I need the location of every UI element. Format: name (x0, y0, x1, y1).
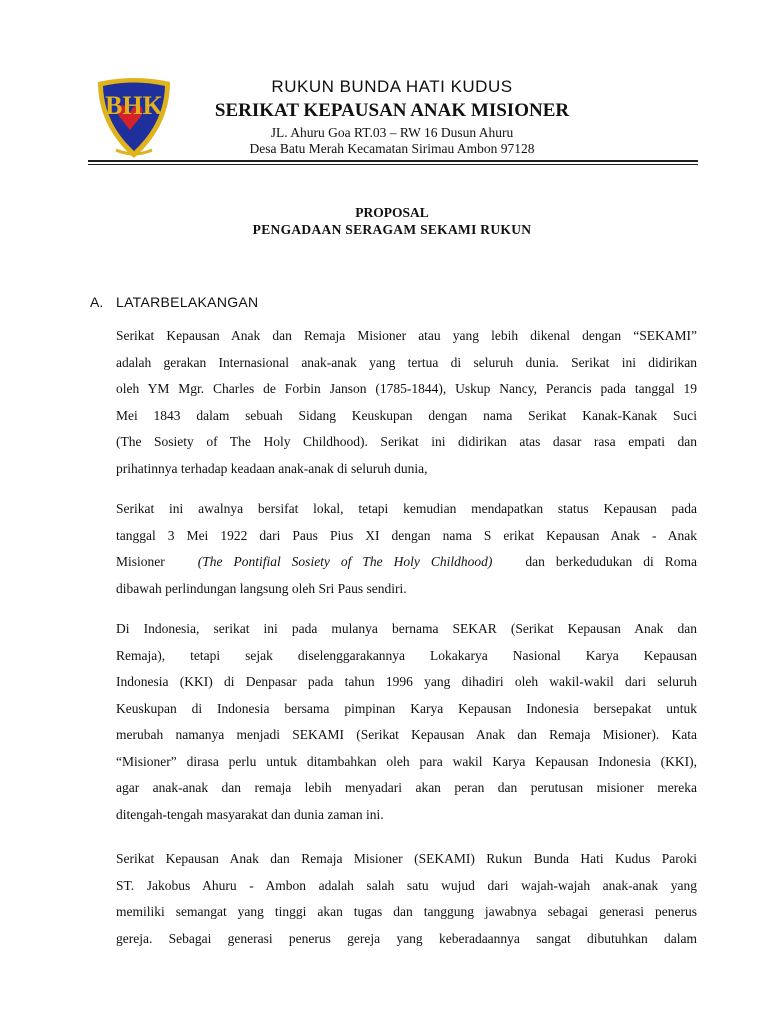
proposal-title: PROPOSAL (355, 205, 429, 220)
letterhead-divider (88, 160, 698, 162)
text-line: Mei 1843 dalam sebuah Sidang Keuskupan dengan nama Serikat Kanak-Kanak Suci (116, 407, 697, 423)
text-line: Indonesia (KKI) di Denpasar pada tahun 1996 yang dihadiri oleh wakil-wakil dari seluruh (116, 674, 697, 689)
paragraph-2 (116, 496, 697, 602)
proposal-subtitle: PENGADAAN SERAGAM SEKAMI RUKUN (252, 222, 532, 237)
text-line: Di Indonesia, serikat ini pada mulanya bernama SEKAR (Serikat Kepausan Anak dan (116, 621, 697, 636)
text-line: Keuskupan di Indonesia bersama pimpinan Karya Kepausan Indonesia bersepakat untuk (116, 700, 697, 716)
text-line: “Misioner” dirasa perlu untuk ditambahkan oleh para wakil Karya Kepausan Indonesia (KKI), (116, 753, 697, 769)
paragraph-1 (116, 323, 697, 482)
text-line: memiliki semangat yang tinggi akan tugas dan tanggung jawabnya sebagai generasi penerus (116, 904, 697, 919)
bhk-shield-logo (94, 76, 174, 160)
text-line: dibawah perlindungan langsung oleh Sri Paus sendiri. (116, 580, 407, 596)
address-line-1: JL. Ahuru Goa RT.03 – RW 16 Dusun Ahuru (270, 125, 514, 140)
text-line: Remaja), tetapi sejak diselenggarakannya Lokakarya Nasional Karya Kepausan (116, 647, 697, 663)
text-line: prihatinnya terhadap keadaan anak-anak di seluruh dunia, (116, 460, 428, 476)
text-line-mixed (116, 549, 697, 576)
section-letter: A. (90, 294, 104, 310)
italic-title: (The Pontifial Sosiety of The Holy Childhood) (197, 554, 493, 569)
org-name: RUKUN BUNDA HATI KUDUS (271, 77, 513, 96)
text-line: Serikat ini awalnya bersifat lokal, tetapi kemudian mendapatkan status Kepausan pada (116, 501, 697, 516)
section-title: LATARBELAKANGAN (116, 294, 259, 310)
text-line: ditengah-tengah masyarakat dan dunia zaman ini. (116, 806, 384, 822)
paragraph-4 (116, 846, 697, 952)
text-segment: dan berkedudukan di Roma (525, 554, 697, 569)
text-line: merubah namanya menjadi SEKAMI (Serikat Kepausan Anak dan Remaja Misioner). Kata (116, 727, 697, 742)
paragraph-3 (116, 616, 697, 828)
text-line: Serikat Kepausan Anak dan Remaja Misioner atau yang lebih dikenal dengan “SEKAMI” (116, 328, 697, 343)
text-segment: Misioner (116, 554, 165, 569)
address-line-2: Desa Batu Merah Kecamatan Sirimau Ambon 97128 (249, 141, 535, 156)
letterhead-divider-thin (88, 164, 698, 165)
logo-lettering: BHK (105, 91, 163, 120)
org-title: SERIKAT KEPAUSAN ANAK MISIONER (214, 100, 570, 121)
text-line: ST. Jakobus Ahuru - Ambon adalah salah satu wujud dari wajah-wajah anak-anak yang (116, 877, 697, 893)
text-line: gereja. Sebagai generasi penerus gereja yang keberadaannya sangat dibutuhkan dalam (116, 930, 697, 946)
text-line: Serikat Kepausan Anak dan Remaja Misioner (SEKAMI) Rukun Bunda Hati Kudus Paroki (116, 851, 697, 866)
text-line: adalah gerakan Internasional anak-anak yang tertua di seluruh dunia. Serikat ini didirikan (116, 354, 697, 370)
text-line: tanggal 3 Mei 1922 dari Paus Pius XI dengan nama S erikat Kepausan Anak - Anak (116, 527, 697, 543)
text-line: (The Sosiety of The Holy Childhood). Serikat ini didirikan atas dasar rasa empati dan (116, 434, 697, 449)
text-line: agar anak-anak dan remaja lebih menyadari akan peran dan perutusan misioner mereka (116, 780, 697, 795)
text-line: oleh YM Mgr. Charles de Forbin Janson (1785-1844), Uskup Nancy, Perancis pada tanggal 19 (116, 381, 697, 396)
